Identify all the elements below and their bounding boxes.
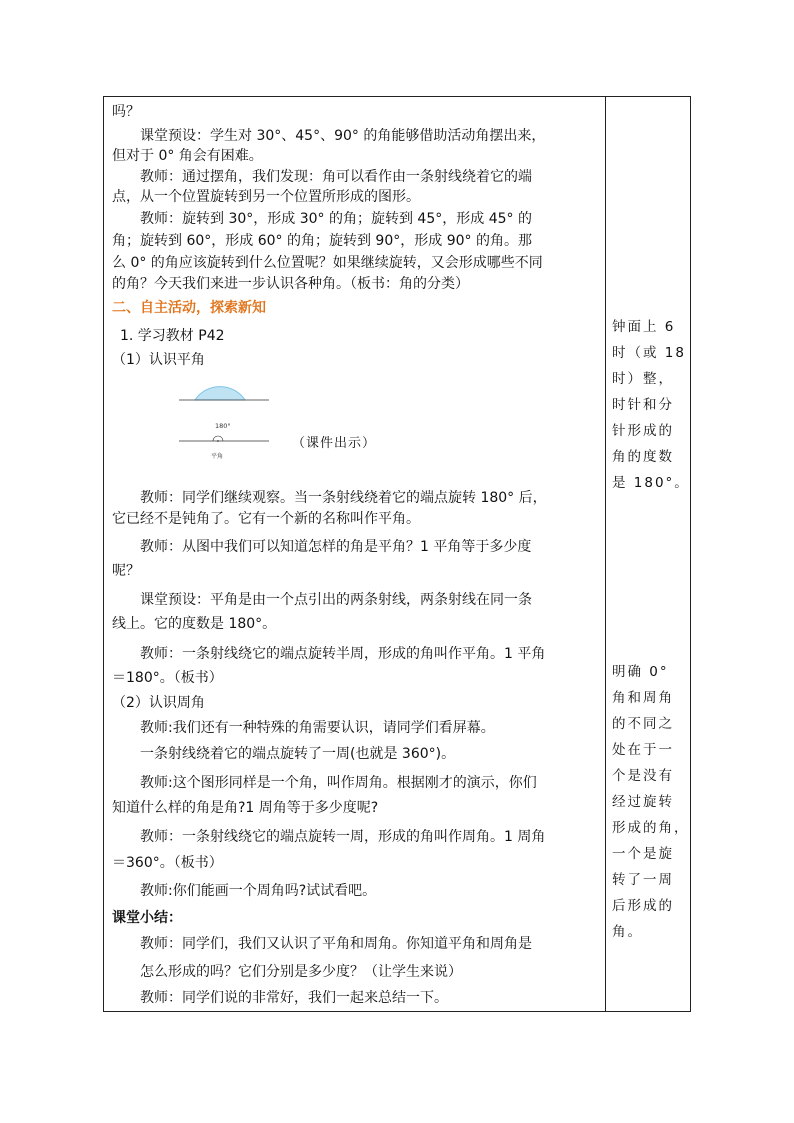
note-line: 角和周角 — [612, 690, 674, 706]
note-line: 时（或 18 — [612, 345, 686, 361]
text-line: 教师：同学们说的非常好，我们一起来总结一下。 — [140, 990, 448, 1006]
note-line: 针形成的 — [612, 423, 674, 439]
text-line: 么 0° 的角应该旋转到什么位置呢？如果继续旋转，又会形成哪些不同 — [112, 255, 543, 271]
note-line: 明确 0° — [612, 664, 669, 680]
text-line: 它已经不是钝角了。它有一个新的名称叫作平角。 — [112, 511, 420, 527]
text-line: 课堂预设：学生对 30°、45°、90° 的角能够借助活动角摆出来， — [140, 128, 546, 144]
note-line: 个是没有 — [612, 768, 674, 784]
text-line: 教师：从图中我们可以知道怎样的角是平角？1 平角等于多少度 — [140, 539, 532, 555]
text-line: 教师：同学们继续观察。当一条射线绕着它的端点旋转 180° 后， — [140, 490, 547, 506]
text-line: 教师：一条射线绕它的端点旋转一周，形成的角叫作周角。1 周角 — [140, 829, 546, 845]
summary-heading: 课堂小结： — [112, 910, 182, 926]
text-line: 怎么形成的吗？它们分别是多少度？（让学生来说） — [140, 964, 462, 980]
note-line: 转了一周 — [612, 872, 674, 888]
text-line: 教师:你们能画一个周角吗?试试看吧。 — [140, 883, 377, 899]
text-line: 吗？ — [112, 104, 140, 120]
note-line: 一个是旋 — [612, 846, 674, 862]
text-line: 知道什么样的角是角?1 周角等于多少度呢? — [112, 800, 379, 816]
semicircle-fan — [195, 387, 245, 400]
straight-angle-figure — [177, 384, 272, 464]
note-line: 时针和分 — [612, 397, 674, 413]
text-line: 角；旋转到 60°，形成 60° 的角；旋转到 90°，形成 90° 的角。那 — [112, 233, 532, 249]
note-line: 的不同之 — [612, 716, 674, 732]
text-line: 教师：旋转到 30°，形成 30° 的角；旋转到 45°，形成 45° 的 — [140, 211, 532, 227]
note-line: 形成的角， — [612, 820, 690, 836]
sub-title: （2）认识周角 — [112, 695, 205, 711]
item-title: 1. 学习教材 P42 — [120, 328, 225, 344]
note-line: 角的度数 — [612, 449, 674, 465]
text-line: 一条射线绕着它的端点旋转了一周(也就是 360°)。 — [140, 746, 456, 762]
text-line: 课堂预设：平角是由一个点引出的两条射线，两条射线在同一条 — [140, 592, 532, 608]
caption: （课件出示） — [292, 436, 377, 451]
text-line: 点，从一个位置旋转到另一个位置所形成的图形。 — [112, 189, 420, 205]
sub-title: （1）认识平角 — [112, 352, 205, 368]
text-line: 教师:这个图形同样是一个角，叫作周角。根据刚才的演示，你们 — [140, 775, 537, 791]
figure-name: 平角 — [211, 453, 224, 460]
text-line: 教师：通过摆角，我们发现：角可以看作由一条射线绕着它的端 — [140, 169, 532, 185]
note-line: 钟面上 6 — [612, 319, 676, 335]
angle-label: 180° — [215, 422, 231, 430]
text-line: ＝360°。（板书） — [112, 855, 223, 871]
note-line: 时）整， — [612, 371, 674, 387]
section-heading: 二、自主活动，探索新知 — [112, 300, 266, 316]
text-line: 的角？今天我们来进一步认识各种角。（板书：角的分类） — [112, 276, 469, 292]
text-line: 教师:我们还有一种特殊的角需要认识，请同学们看屏幕。 — [140, 720, 495, 736]
text-line: ＝180°。（板书） — [112, 670, 223, 686]
text-line: 教师：同学们，我们又认识了平角和周角。你知道平角和周角是 — [140, 936, 532, 952]
note-line: 后形成的 — [612, 898, 674, 914]
column-divider — [605, 96, 606, 1012]
text-line: 教师：一条射线绕它的端点旋转半周，形成的角叫作平角。1 平角 — [140, 646, 546, 662]
note-line: 经过旋转 — [612, 794, 674, 810]
text-line: 呢？ — [112, 563, 140, 579]
note-line: 是 180°。 — [612, 475, 690, 491]
text-line: 线上。它的度数是 180°。 — [112, 616, 277, 632]
note-line: 角。 — [612, 924, 643, 940]
text-line: 但对于 0° 角会有困难。 — [112, 148, 263, 164]
note-line: 处在于一 — [612, 742, 674, 758]
